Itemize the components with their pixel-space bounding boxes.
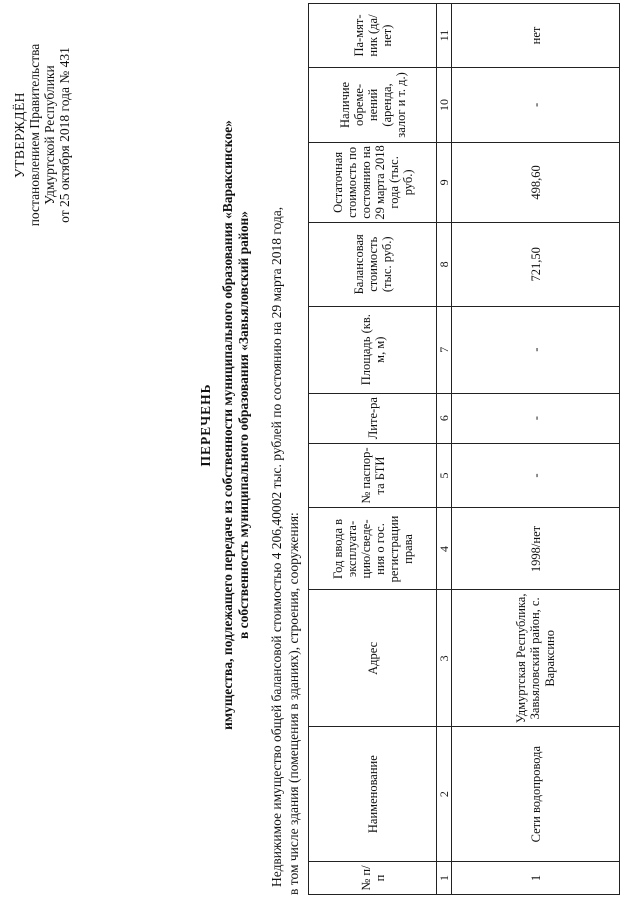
- cell-litera: -: [452, 393, 620, 443]
- cell-monument: нет: [452, 4, 620, 68]
- header-cell-area: Площадь (кв. м, м): [309, 306, 437, 393]
- column-number: 1: [437, 862, 452, 895]
- intro-line-2: в том числе здания (помещения в зданиях), строения, сооружения:: [286, 512, 301, 895]
- cell-balance: 721,50: [452, 222, 620, 306]
- document-heading: [198, 5, 252, 845]
- header-cell-litera: Лите-ра: [309, 393, 437, 443]
- header-cell-bti: № паспор-та БТИ: [309, 443, 437, 508]
- intro-line-1: Недвижимое имущество общей балансовой стоимостью 4 206,40002 тыс. рублей по состоянию на 29 марта 2018 года,: [269, 206, 284, 887]
- intro-paragraph: [268, 5, 302, 895]
- cell-year: 1998/нет: [452, 508, 620, 590]
- approval-title: УТВЕРЖДЁН: [12, 92, 27, 178]
- column-number: 11: [437, 4, 452, 68]
- approval-stamp: [12, 15, 72, 255]
- table-column-number-row: [437, 4, 452, 895]
- cell-num: 1: [452, 862, 620, 895]
- column-number: 3: [437, 590, 452, 727]
- column-number: 4: [437, 508, 452, 590]
- column-number: 5: [437, 443, 452, 508]
- header-cell-encumbrance: Наличие обреме-нений (аренда, залог и т. д.): [309, 68, 437, 143]
- document-title: ПЕРЕЧЕНЬ: [198, 383, 213, 467]
- column-number: 8: [437, 222, 452, 306]
- column-number: 10: [437, 68, 452, 143]
- header-cell-monument: Па-мят-ник (да/ нет): [309, 4, 437, 68]
- document-subtitle-line-2: в собственность муниципального образования «Завьяловский район»: [236, 211, 251, 639]
- approval-line-3: от 25 октября 2018 года № 431: [57, 47, 72, 223]
- document-subtitle-line-1: имущества, подлежащего передаче из собственности муниципального образования «Вараксинское»: [220, 120, 235, 730]
- cell-encumbrance: -: [452, 68, 620, 143]
- column-number: 2: [437, 727, 452, 862]
- assets-table: [308, 3, 620, 895]
- column-number: 7: [437, 306, 452, 393]
- column-number: 9: [437, 142, 452, 222]
- cell-bti: -: [452, 443, 620, 508]
- header-cell-residual: Остаточная стоимость по состоянию на 29 марта 2018 года (тыс. руб.): [309, 142, 437, 222]
- table-header-row: [309, 4, 437, 895]
- column-number: 6: [437, 393, 452, 443]
- approval-line-2: Удмуртской Республики: [42, 65, 57, 205]
- header-cell-balance: Балансовая стоимость (тыс. руб.): [309, 222, 437, 306]
- cell-address: Удмуртская Республика, Завьяловский район, с. Вараксино: [452, 590, 620, 727]
- header-cell-num: № п/п: [309, 862, 437, 895]
- cell-area: -: [452, 306, 620, 393]
- cell-name: Сети водопровода: [452, 727, 620, 862]
- approval-line-1: постановлением Правительства: [27, 43, 42, 227]
- header-cell-name: Наименование: [309, 727, 437, 862]
- table-row: [452, 4, 620, 895]
- header-cell-year: Год ввода в эксплуата-цию/сведе-ния о гос. регистрации права: [309, 508, 437, 590]
- cell-residual: 498,60: [452, 142, 620, 222]
- header-cell-address: Адрес: [309, 590, 437, 727]
